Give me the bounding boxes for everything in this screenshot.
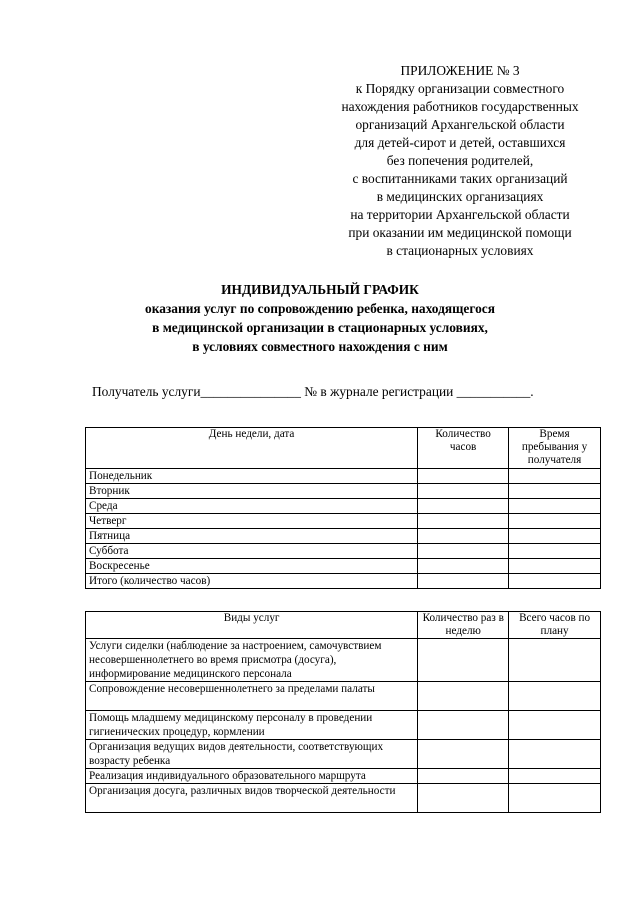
plan-hours-cell[interactable]	[509, 639, 601, 682]
appendix-line: с воспитанниками таких организаций	[352, 171, 568, 186]
table-total-row	[86, 574, 601, 589]
column-header: Виды услуг	[86, 612, 418, 639]
table-row	[86, 639, 601, 682]
table-row	[86, 499, 601, 514]
table-header-row	[86, 428, 601, 469]
table-row	[86, 559, 601, 574]
hours-cell[interactable]	[418, 469, 509, 484]
total-cell: Итого (количество часов)	[86, 574, 418, 589]
hours-cell[interactable]	[418, 484, 509, 499]
time-cell[interactable]	[509, 529, 601, 544]
times-cell[interactable]	[418, 769, 509, 784]
plan-hours-cell[interactable]	[509, 784, 601, 813]
appendix-line: к Порядку организации совместного	[355, 81, 565, 96]
times-cell[interactable]	[418, 740, 509, 769]
table-row	[86, 514, 601, 529]
time-cell[interactable]	[509, 469, 601, 484]
service-cell: Организация досуга, различных видов творческой деятельности	[86, 784, 418, 813]
table-header-row	[86, 612, 601, 639]
times-cell[interactable]	[418, 682, 509, 711]
appendix-line: нахождения работников государственных	[341, 99, 579, 114]
hours-cell[interactable]	[418, 559, 509, 574]
appendix-line: на территории Архангельской области	[350, 207, 570, 222]
times-cell[interactable]	[418, 711, 509, 740]
hours-cell[interactable]	[418, 574, 509, 589]
time-cell[interactable]	[509, 499, 601, 514]
appendix-line: ПРИЛОЖЕНИЕ № 3	[400, 63, 520, 78]
title-line: в условиях совместного нахождения с ним	[192, 339, 448, 354]
time-cell[interactable]	[509, 484, 601, 499]
appendix-line: при оказании им медицинской помощи	[348, 225, 572, 240]
table-row	[86, 469, 601, 484]
times-cell[interactable]	[418, 784, 509, 813]
service-cell: Помощь младшему медицинскому персоналу в проведении гигиенических процедур, кормлении	[86, 711, 418, 740]
table-row	[86, 740, 601, 769]
appendix-line: без попечения родителей,	[386, 153, 534, 168]
column-header: День недели, дата	[86, 428, 418, 469]
title-line: оказания услуг по сопровождению ребенка, находящегося	[145, 301, 495, 316]
plan-hours-cell[interactable]	[509, 740, 601, 769]
time-cell[interactable]	[509, 544, 601, 559]
service-cell: Сопровождение несовершеннолетнего за пределами палаты	[86, 682, 418, 711]
table-row	[86, 529, 601, 544]
plan-hours-cell[interactable]	[509, 711, 601, 740]
table-row	[86, 784, 601, 813]
table-row	[86, 711, 601, 740]
time-cell[interactable]	[509, 514, 601, 529]
document-title	[40, 280, 600, 356]
service-cell: Реализация индивидуального образовательного маршрута	[86, 769, 418, 784]
column-header: Всего часов по плану	[509, 612, 601, 639]
table-row	[86, 769, 601, 784]
hours-cell[interactable]	[418, 544, 509, 559]
services-table	[85, 611, 601, 813]
day-cell: Понедельник	[86, 469, 418, 484]
hours-cell[interactable]	[418, 499, 509, 514]
day-cell: Вторник	[86, 484, 418, 499]
times-cell[interactable]	[418, 639, 509, 682]
table-row	[86, 544, 601, 559]
column-header: Количество раз в неделю	[418, 612, 509, 639]
appendix-line: организаций Архангельской области	[355, 117, 565, 132]
service-cell: Организация ведущих видов деятельности, соответствующих возрасту ребенка	[86, 740, 418, 769]
column-header: Количество часов	[418, 428, 509, 469]
time-cell[interactable]	[509, 559, 601, 574]
day-cell: Среда	[86, 499, 418, 514]
recipient-line: Получатель услуги_______________ № в журнале регистрации ___________.	[92, 384, 534, 399]
appendix-block	[300, 62, 620, 260]
table-row	[86, 484, 601, 499]
appendix-line: для детей-сирот и детей, оставшихся	[354, 135, 566, 150]
plan-hours-cell[interactable]	[509, 769, 601, 784]
title-line: в медицинской организации в стационарных условиях,	[152, 320, 488, 335]
day-cell: Пятница	[86, 529, 418, 544]
hours-cell[interactable]	[418, 529, 509, 544]
plan-hours-cell[interactable]	[509, 682, 601, 711]
day-cell: Воскресенье	[86, 559, 418, 574]
column-header: Время пребывания у получателя	[509, 428, 601, 469]
title-line: ИНДИВИДУАЛЬНЫЙ ГРАФИК	[221, 282, 419, 297]
hours-cell[interactable]	[418, 514, 509, 529]
schedule-table	[85, 427, 601, 589]
appendix-line: в стационарных условиях	[386, 243, 534, 258]
day-cell: Четверг	[86, 514, 418, 529]
appendix-line: в медицинских организациях	[376, 189, 544, 204]
service-cell: Услуги сиделки (наблюдение за настроением, самочувствием несовершеннолетнего во время присмотра (досуга), информирование медицинского персонала	[86, 639, 418, 682]
table-row	[86, 682, 601, 711]
day-cell: Суббота	[86, 544, 418, 559]
time-cell[interactable]	[509, 574, 601, 589]
